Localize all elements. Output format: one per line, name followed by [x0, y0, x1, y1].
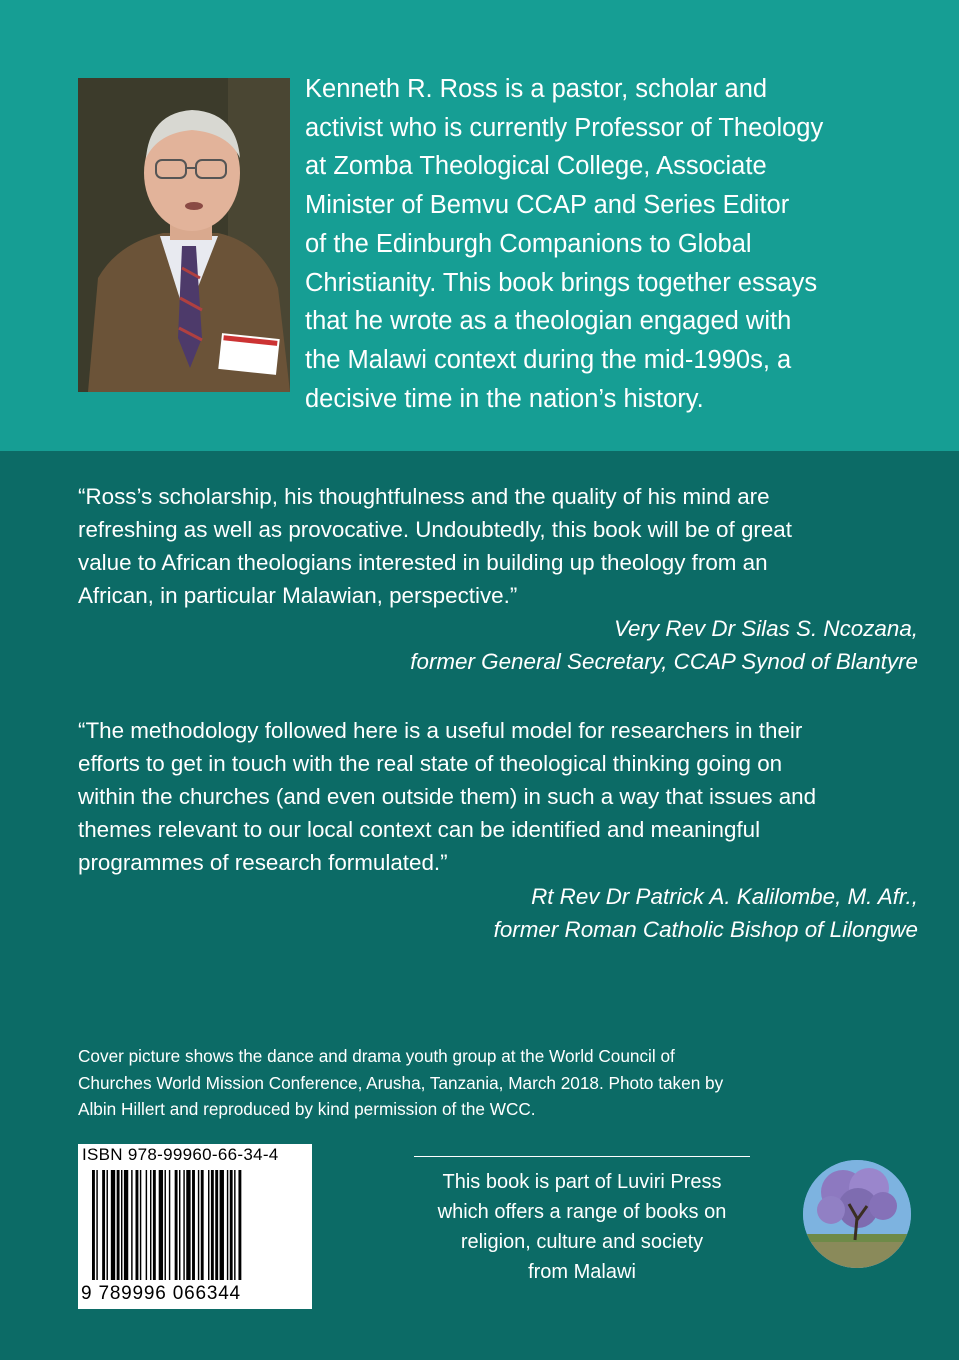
caption-line: Albin Hillert and reproduced by kind permission of the WCC. — [78, 1099, 536, 1119]
bio-line: Christianity. This book brings together essays — [305, 268, 818, 297]
quote-line: themes relevant to our local context can be identified and meaningful — [78, 817, 761, 842]
author-bio — [305, 70, 945, 418]
press-line: from Malawi — [528, 1261, 636, 1283]
bio-line: activist who is currently Professor of Theology — [305, 113, 824, 142]
attribution-role: former General Secretary, CCAP Synod of Blantyre — [410, 649, 918, 674]
press-line: religion, culture and society — [460, 1231, 704, 1253]
quote-line: within the churches (and even outside them) in such a way that issues and — [78, 784, 817, 809]
quote-line: refreshing as well as provocative. Undoubtedly, this book will be of great — [78, 517, 792, 542]
bio-line: decisive time in the nation’s history. — [305, 384, 704, 413]
attribution-name: Very Rev Dr Silas S. Ncozana, — [613, 616, 918, 641]
endorsement-quote-2 — [78, 714, 928, 879]
quote-line: value to African theologians interested in building up theology from an — [78, 550, 768, 575]
quote-line: programmes of research formulated.” — [78, 850, 448, 875]
bio-line: Minister of Bemvu CCAP and Series Editor — [305, 191, 790, 220]
quote-line: African, in particular Malawian, perspective.” — [78, 583, 518, 608]
bio-line: the Malawi context during the mid-1990s, a — [305, 345, 792, 374]
quote-line: efforts to get in touch with the real state of theological thinking going on — [78, 751, 783, 776]
press-line: This book is part of Luviri Press — [442, 1171, 722, 1193]
press-logo-tree — [803, 1160, 911, 1268]
cover-caption — [78, 1043, 898, 1123]
caption-line: Churches World Mission Conference, Arusha, Tanzania, March 2018. Photo taken by — [78, 1072, 724, 1093]
caption-line: Cover picture shows the dance and drama youth group at the World Council of — [78, 1046, 675, 1066]
quote-line: “The methodology followed here is a useful model for researchers in their — [78, 718, 803, 743]
quote-line: “Ross’s scholarship, his thoughtfulness and the quality of his mind are — [78, 484, 770, 509]
bio-line: of the Edinburgh Companions to Global — [305, 229, 752, 258]
quote-1-attribution — [410, 612, 918, 678]
press-divider — [414, 1156, 750, 1157]
ean-digits: 9 789996 066344 — [81, 1283, 241, 1304]
author-photo — [78, 78, 290, 392]
isbn-barcode — [78, 1144, 312, 1309]
isbn-label: ISBN 978-99960-66-34-4 — [82, 1145, 279, 1164]
bio-line: Kenneth R. Ross is a pastor, scholar and — [305, 75, 768, 103]
attribution-name: Rt Rev Dr Patrick A. Kalilombe, M. Afr., — [531, 884, 918, 909]
quote-2-attribution — [494, 880, 918, 946]
endorsement-quote-1 — [78, 480, 928, 612]
press-statement — [400, 1167, 764, 1287]
attribution-role: former Roman Catholic Bishop of Lilongwe — [493, 917, 918, 942]
bio-line: that he wrote as a theologian engaged with — [305, 307, 792, 336]
press-line: which offers a range of books on — [437, 1201, 727, 1223]
bio-line: at Zomba Theological College, Associate — [305, 152, 767, 181]
